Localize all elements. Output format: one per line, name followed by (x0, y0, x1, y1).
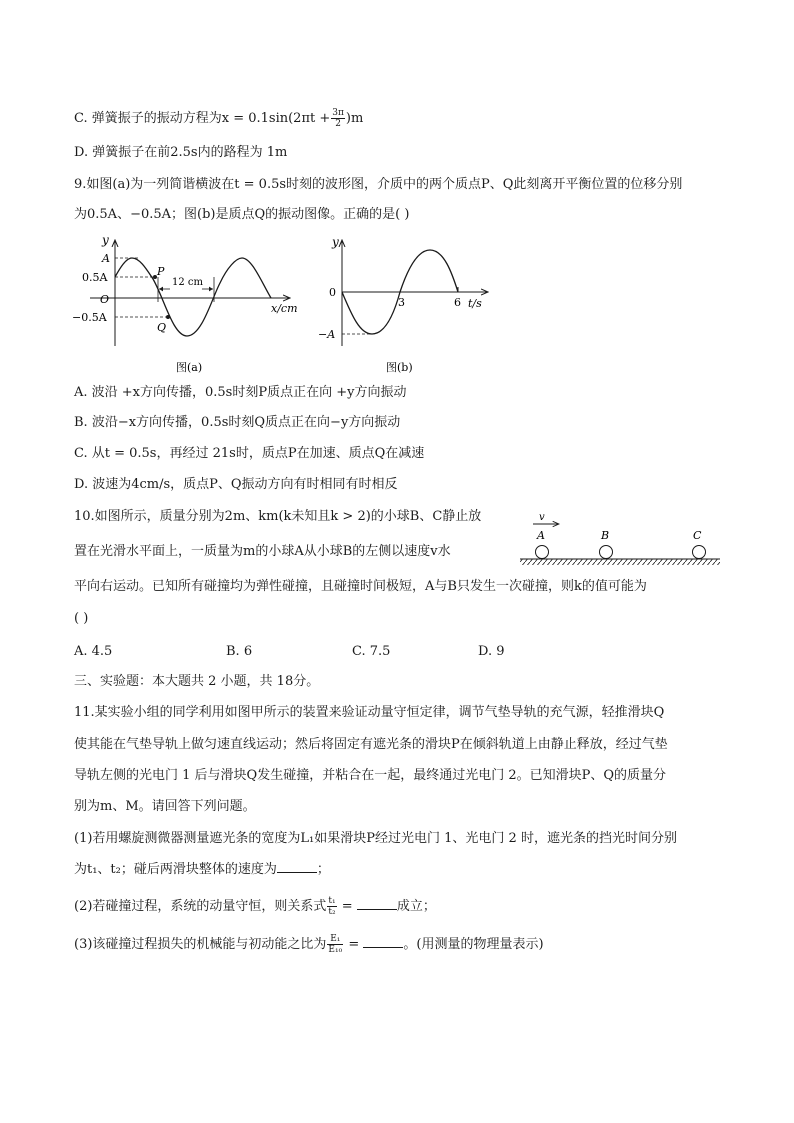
q10-stem-line2: 置在光滑水平面上，一质量为m的小球A从小球B的左侧以速度v水 (74, 544, 451, 559)
q10-label-v: v (539, 512, 545, 523)
q10-ball-b (600, 546, 613, 559)
q10-ground-hatch (520, 559, 720, 565)
q10-stem-line3: 平向右运动。已知所有碰撞均为弹性碰撞，且碰撞时间极短，A与B只发生一次碰撞，则k的值可能为 (74, 579, 647, 594)
q9-option-d: D. 波速为4cm/s，质点P、Q振动方向有时相同有时相反 (74, 477, 398, 492)
q9-option-c: C. 从t = 0.5s，再经过 21s时，质点P在加速、质点Q在减速 (74, 446, 425, 461)
fig-a-label-neg-half-A: −0.5A (72, 311, 107, 324)
fig-a-point-q (166, 315, 170, 319)
q11-part3-equals: = (344, 937, 364, 952)
q10-label-b: B (601, 529, 610, 542)
q10-label-c: C (693, 529, 702, 542)
q11-part3-tail: 。(用测量的物理量表示) (403, 937, 544, 952)
q11-stem-line3: 导轨左侧的光电门 1 后与滑块Q发生碰撞，并粘合在一起，最终通过光电门 2。已知滑块P、Q的质量分 (74, 768, 667, 783)
q11-part3-fraction (327, 934, 343, 955)
q10-option-d: D. 9 (478, 644, 505, 659)
q9-figure-a (70, 228, 315, 378)
q11-part3-text: (3)该碰撞过程损失的机械能与初动能之比为 (74, 937, 327, 952)
q11-part2-fraction (327, 896, 336, 917)
q10-stem-line1: 10.如图所示，质量分别为2m、km(k未知且k > 2)的小球B、C静止放 (74, 509, 482, 524)
q11-part1-line1: (1)若用螺旋测微器测量遮光条的宽度为L₁如果滑块P经过光电门 1、光电门 2 时，遮光条的挡光时间分别 (74, 831, 677, 846)
fig-a-label-p: P (157, 265, 165, 278)
q10-ball-a (536, 546, 549, 559)
q11-part3-frac-den: E₁₀ (328, 945, 343, 955)
fig-a-caption: 图(a) (176, 361, 203, 374)
fig-a-label-A: A (102, 252, 110, 265)
q10-option-b: B. 6 (226, 644, 253, 659)
q11-part1-blank[interactable] (277, 860, 317, 873)
q11-part1-tail: ； (316, 862, 330, 877)
q11-part2-tail: 成立； (396, 899, 436, 914)
q8-option-d: D. 弹簧振子在前2.5s内的路程为 1m (74, 145, 288, 160)
fig-a-label-origin: O (100, 293, 110, 306)
q11-part3-blank[interactable] (363, 935, 403, 948)
q11-part2-frac-num: t₁ (328, 896, 336, 906)
q8-fraction-num: 3π (332, 108, 344, 118)
fig-a-label-q: Q (157, 321, 167, 334)
q10-ball-c (693, 546, 706, 559)
q11-part2-frac-den: t₂ (328, 907, 336, 917)
fig-a-label-dist: 12 cm (172, 277, 203, 288)
q8-option-c-text: C. 弹簧振子的振动方程为x = 0.1sin(2πt + (74, 111, 331, 126)
q10-stem-line4: ( ) (74, 611, 89, 626)
q9-figure-b (320, 228, 505, 378)
q9-stem-line1: 9.如图(a)为一列简谐横波在t = 0.5s时刻的波形图，介质中的两个质点P、Q此刻离开平衡位置的位移分别 (74, 177, 683, 192)
q11-part1-text: 为t₁、t₂；碰后两滑块整体的速度为 (74, 862, 277, 877)
q8-option-c (74, 108, 363, 129)
q10-label-a: A (537, 529, 545, 542)
fig-b-y-label: y (332, 235, 339, 249)
section-3-heading: 三、实验题：本大题共 2 小题，共 18分。 (74, 674, 320, 689)
q11-part2-equals: = (337, 899, 357, 914)
q9-option-a: A. 波沿 +x方向传播，0.5s时刻P质点正在向 +y方向振动 (74, 385, 407, 400)
fig-a-label-half-A: 0.5A (82, 271, 108, 284)
q11-part3-frac-num: E₁ (327, 934, 343, 945)
q11-part3 (74, 934, 544, 955)
fig-b-label-t-axis: t/s (468, 297, 482, 310)
fig-a-label-x-axis: x/cm (271, 302, 298, 315)
q11-stem-line2: 使其能在气垫导轨上做匀速直线运动；然后将固定有遮光条的滑块P在倾斜轨道上由静止释放，经过气垫 (74, 737, 668, 752)
q11-part1-line2 (74, 860, 330, 880)
q8-option-c-tail: )m (345, 111, 364, 126)
fig-b-label-negA: −A (318, 328, 336, 341)
q9-option-b: B. 波沿−x方向传播，0.5s时刻Q质点正在向−y方向振动 (74, 415, 401, 430)
q9-stem-line2: 为0.5A、−0.5A；图(b)是质点Q的振动图像。正确的是( ) (74, 207, 410, 222)
fig-b-caption: 图(b) (386, 361, 413, 374)
q8-fraction-den: 2 (335, 119, 341, 129)
fig-b-label-3: 3 (398, 296, 405, 309)
q11-stem-line4: 别为m、M。请回答下列问题。 (74, 799, 256, 814)
q10-option-a: A. 4.5 (74, 644, 113, 659)
q8-fraction (331, 108, 345, 129)
q10-figure (515, 508, 725, 568)
fig-b-label-6: 6 (454, 296, 461, 309)
q11-part2-text: (2)若碰撞过程，系统的动量守恒，则关系式 (74, 899, 327, 914)
q10-option-c: C. 7.5 (352, 644, 391, 659)
fig-a-y-label: y (102, 233, 109, 247)
q11-part2-blank[interactable] (357, 897, 397, 910)
fig-a-wave (115, 258, 271, 336)
q11-part2 (74, 896, 436, 917)
fig-b-label-zero: 0 (329, 286, 336, 299)
q11-stem-line1: 11.某实验小组的同学利用如图甲所示的装置来验证动量守恒定律，调节气垫导轨的充气源，轻推滑块Q (74, 705, 665, 720)
